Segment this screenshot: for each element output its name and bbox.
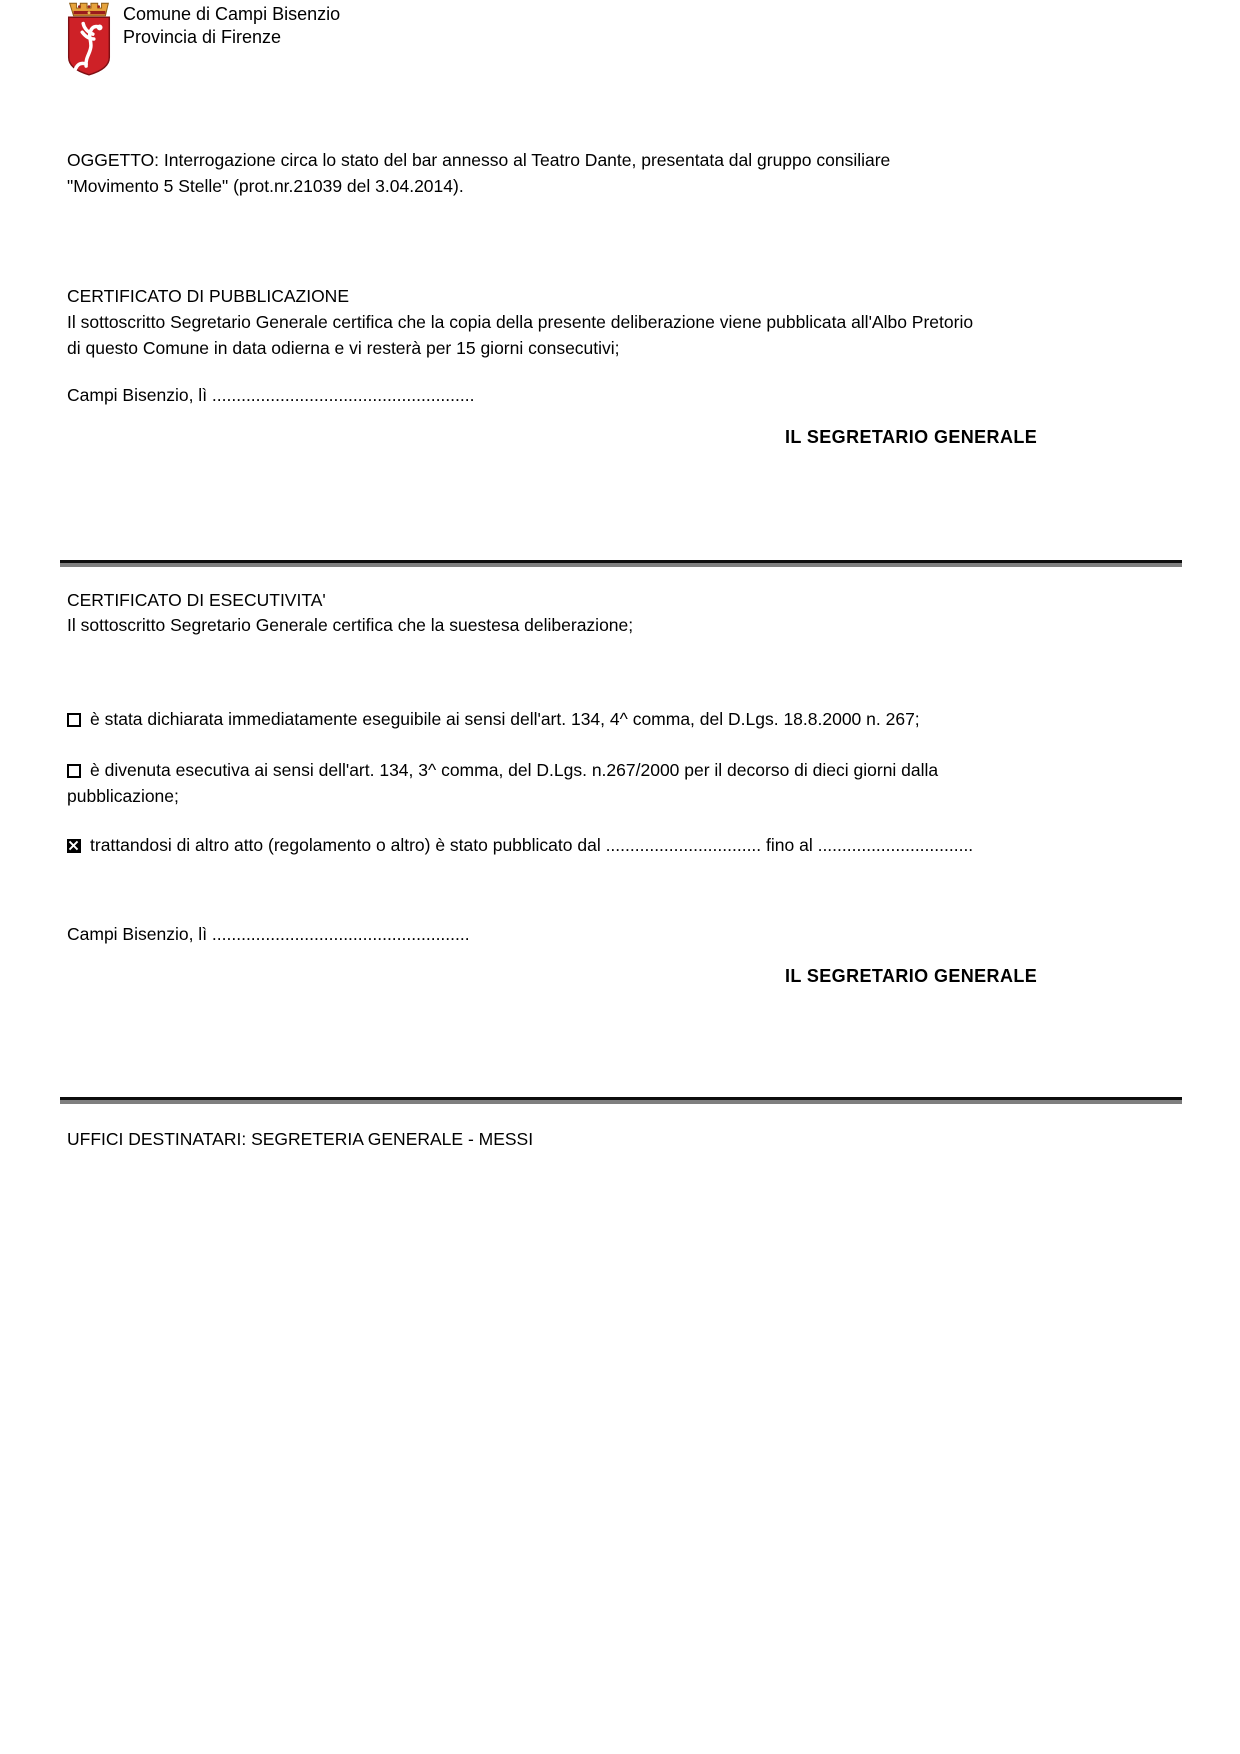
subject-line-1: OGGETTO: Interrogazione circa lo stato del bar annesso al Teatro Dante, presentata dal gruppo consiliare xyxy=(67,150,891,170)
coat-of-arms-icon xyxy=(60,2,118,76)
option-other-act-published-label: trattandosi di altro atto (regolamento o altro) è stato pubblicato dal ................................ fino al ................................ xyxy=(90,835,974,855)
letterhead xyxy=(123,3,340,49)
option-executive-after-ten-days-line-2: pubblicazione; xyxy=(67,786,179,806)
executivity-place-date-line: Campi Bisenzio, lì ..................................................... xyxy=(67,924,470,944)
executivity-certificate-body: Il sottoscritto Segretario Generale certifica che la suestesa deliberazione; xyxy=(67,615,634,635)
checkbox-other-act-published[interactable] xyxy=(67,839,81,853)
executivity-signature-title: IL SEGRETARIO GENERALE xyxy=(785,966,1038,986)
recipients-line: UFFICI DESTINATARI: SEGRETERIA GENERALE - MESSI xyxy=(67,1129,534,1149)
publication-signature-title: IL SEGRETARIO GENERALE xyxy=(785,427,1038,447)
publication-place-date-line: Campi Bisenzio, lì ...................................................... xyxy=(67,385,475,405)
section-divider xyxy=(60,1097,1182,1104)
checkbox-executive-after-ten-days[interactable] xyxy=(67,764,81,778)
option-executive-after-ten-days xyxy=(67,757,1147,809)
checkbox-immediately-executable[interactable] xyxy=(67,713,81,727)
publication-certificate-title: CERTIFICATO DI PUBBLICAZIONE xyxy=(67,286,349,306)
publication-body-line-1: Il sottoscritto Segretario Generale certifica che la copia della presente deliberazione viene pubblicata all'Albo Pretorio xyxy=(67,312,974,332)
subject-line-2: "Movimento 5 Stelle" (prot.nr.21039 del 3.04.2014). xyxy=(67,176,464,196)
option-immediately-executable-label: è stata dichiarata immediatamente eseguibile ai sensi dell'art. 134, 4^ comma, del D.Lgs. 18.8.2000 n. 267; xyxy=(90,709,920,729)
section-divider xyxy=(60,560,1182,567)
option-executive-after-ten-days-line-1: è divenuta esecutiva ai sensi dell'art. 134, 3^ comma, del D.Lgs. n.267/2000 per il decorso di dieci giorni dalla xyxy=(90,760,939,780)
municipality-name: Comune di Campi Bisenzio xyxy=(123,4,341,24)
publication-body-line-2: di questo Comune in data odierna e vi resterà per 15 giorni consecutivi; xyxy=(67,338,620,358)
publication-certificate-body xyxy=(67,309,1177,361)
executivity-certificate-title: CERTIFICATO DI ESECUTIVITA' xyxy=(67,590,326,610)
subject-paragraph xyxy=(67,147,1127,199)
option-other-act-published xyxy=(67,832,1187,858)
province-name: Provincia di Firenze xyxy=(123,27,282,47)
option-immediately-executable xyxy=(67,706,1187,732)
